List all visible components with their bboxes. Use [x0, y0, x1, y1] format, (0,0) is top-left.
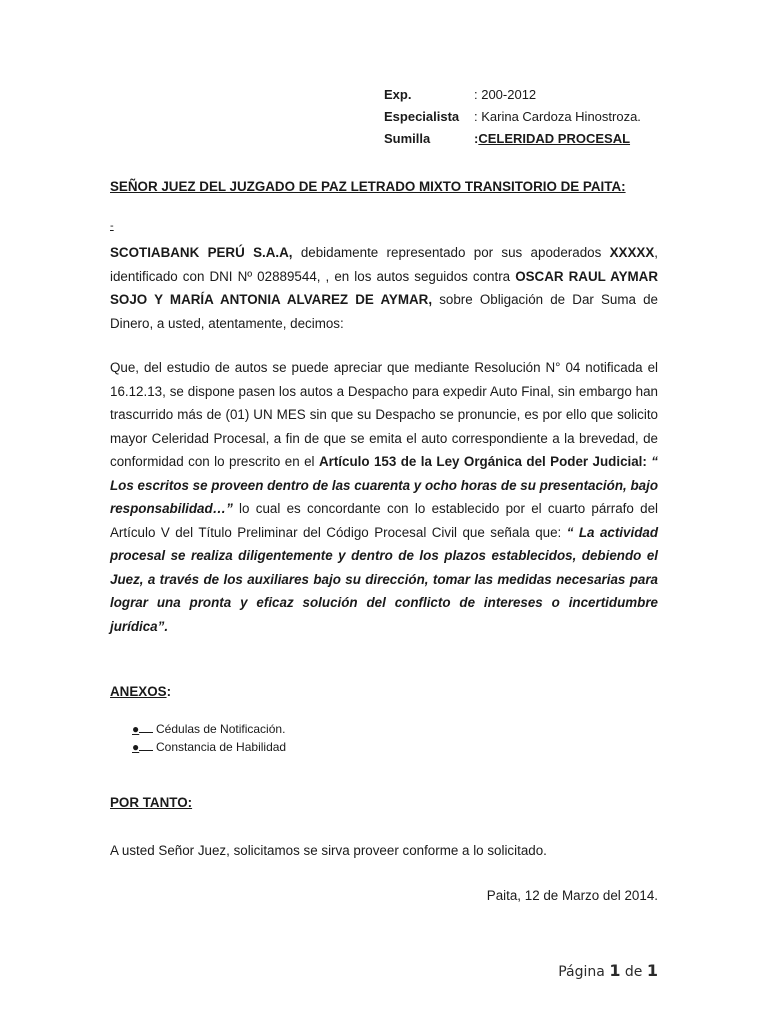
bullet-icon: ● [132, 738, 156, 756]
signature-date: Paita, 12 de Marzo del 2014. [486, 888, 658, 903]
of-word: de [624, 964, 643, 980]
especialista-row [384, 106, 641, 128]
body-text-2: lo cual es concordante con lo establecido por el cuarto párrafo del Artículo V del Título Preliminar del Código Procesal Civil que señala que: [110, 501, 658, 540]
page-word: Página [558, 964, 605, 980]
annex-list [132, 720, 286, 756]
quote-2: “ La actividad procesal se realiza diligentemente y dentro de los plazos establecidos, debiendo el Juez, a través de los auxiliares bajo su dirección, tomar las medidas necesarias para lograr una pronta y eficaz solución del conflicto de intereses o incertidumbre jurídica”. [110, 524, 658, 634]
closing-request: A usted Señor Juez, solicitamos se sirva proveer conforme a lo solicitado. [110, 843, 547, 858]
body-text-1: Que, del estudio de autos se puede apreciar que mediante Resolución N° 04 notificada el 16.12.13, se dispone pasen los autos a Despacho para expedir Auto Final, sin embargo han trascurrido más de (01) UN MES sin que su Despacho se pronuncie, es por ello que solicito mayor Celeridad Procesal, a fin de que se emita el auto correspondiente a la brevedad, de conformidad con lo prescrito en el [110, 360, 658, 469]
page-number [558, 961, 658, 980]
annex-item-label: Cédulas de Notificación. [156, 722, 286, 736]
exp-value: : 200-2012 [474, 87, 537, 102]
paragraph-intro [110, 241, 658, 335]
anexos-heading [110, 684, 171, 699]
sumilla-label: Sumilla [384, 131, 431, 146]
intro-text-1: debidamente representado por sus apoderados [292, 245, 610, 260]
company-name: SCOTIABANK PERÚ S.A.A, [110, 245, 293, 260]
current-page: 1 [609, 961, 621, 980]
intro-text-2: , identificado con DNI Nº 02889544, , en los autos seguidos contra [110, 245, 658, 284]
exp-row [384, 84, 641, 106]
exp-label: Exp. [384, 87, 412, 102]
paragraph-body [110, 356, 658, 638]
total-pages: 1 [646, 961, 658, 980]
sumilla-prefix: : [474, 131, 479, 146]
quote-1: “ Los escritos se proveen dentro de las cuarenta y ocho horas de su presentación, bajo responsabilidad…” [110, 454, 659, 516]
especialista-value: : Karina Cardoza Hinostroza. [474, 109, 641, 124]
anexos-colon: : [166, 684, 172, 699]
addressee: SEÑOR JUEZ DEL JUZGADO DE PAZ LETRADO MIXTO TRANSITORIO DE PAITA: [110, 179, 626, 194]
defendants-names: OSCAR RAUL AYMAR SOJO Y MARÍA ANTONIA ALVAREZ DE AYMAR, [110, 268, 658, 307]
por-tanto-heading: POR TANTO: [110, 795, 193, 810]
intro-text-3: sobre Obligación de Dar Suma de Dinero, a usted, atentamente, decimos: [110, 292, 658, 331]
sumilla-value: CELERIDAD PROCESAL [478, 131, 631, 146]
list-item [132, 738, 286, 756]
bullet-icon: ● [132, 720, 156, 738]
annex-item-label: Constancia de Habilidad [156, 740, 287, 754]
list-item [132, 720, 286, 738]
anexos-title: ANEXOS [110, 684, 167, 699]
article-reference: Artículo 153 de la Ley Orgánica del Poder Judicial: [318, 454, 647, 469]
apoderados-name: XXXXX [609, 245, 655, 260]
sumilla-row [384, 128, 641, 150]
especialista-label: Especialista [384, 109, 460, 124]
case-header [384, 84, 641, 150]
small-mark: - [110, 220, 114, 232]
